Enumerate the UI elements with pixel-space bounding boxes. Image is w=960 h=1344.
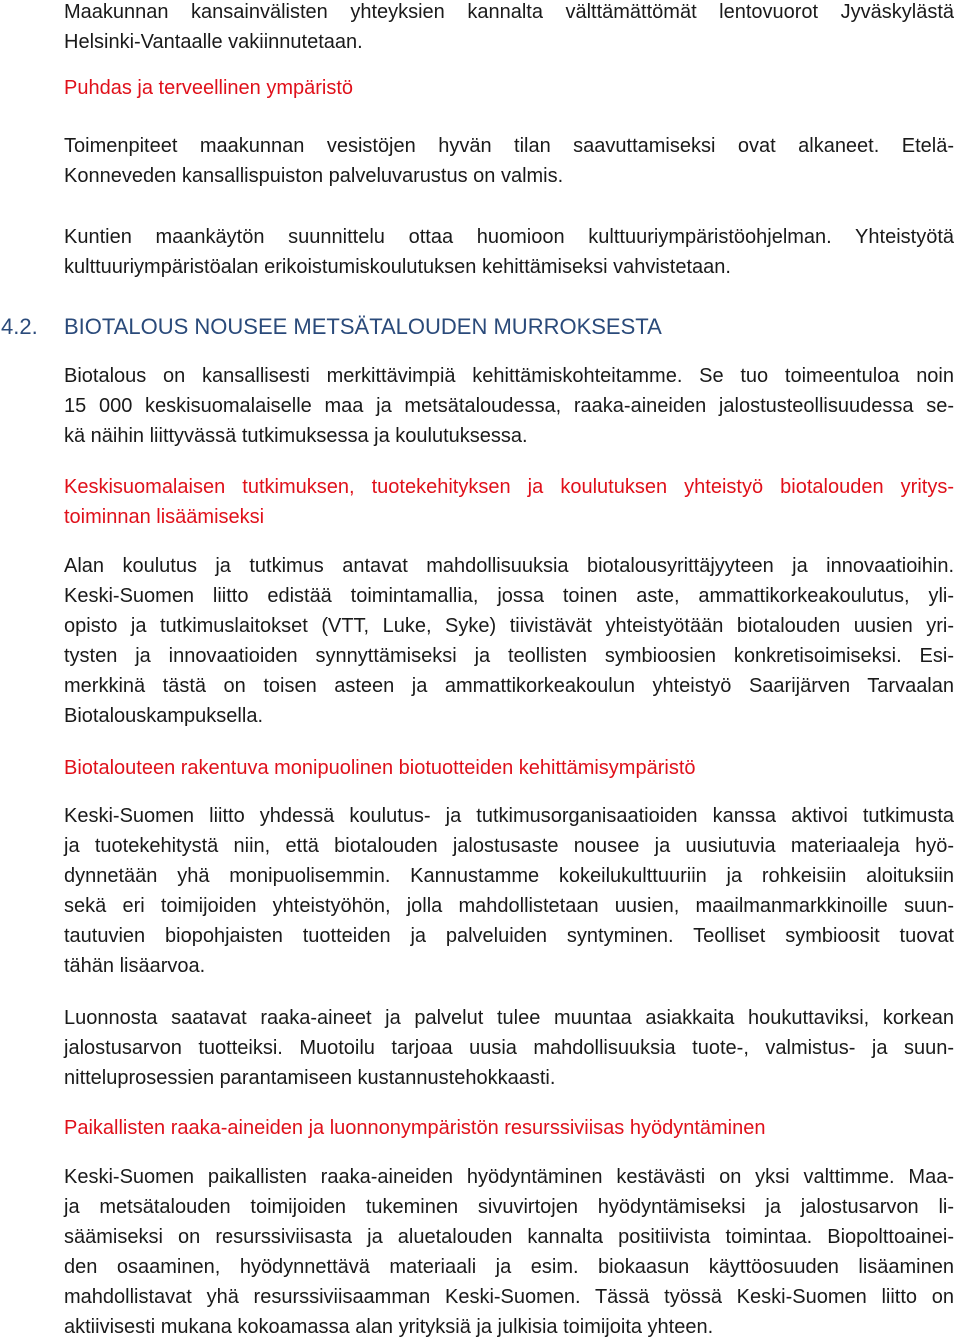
subheading-text: Paikallisten raaka-aineiden ja luonnonympäristön resurssiviisas hyödyntäminen bbox=[64, 1117, 766, 1139]
paragraph-line: Keski-Suomen liitto yhdessä koulutus- ja tutkimusorganisaatioiden kanssa aktivoi tutkimusta bbox=[64, 805, 954, 827]
paragraph-line: Keski-Suomen paikallisten raaka-aineiden hyödyntäminen kestävästi on yksi valttimme. Maa- bbox=[64, 1166, 954, 1188]
section-title: BIOTALOUS NOUSEE METSÄTALOUDEN MURROKSESTA bbox=[64, 314, 662, 339]
paragraph-line: Alan koulutus ja tutkimus antavat mahdollisuuksia biotalousyrittäjyyteen ja innovaatioihin. bbox=[64, 555, 954, 577]
paragraph-line: tysten ja innovaatioiden synnyttämiseksi ja teollisten symbioosien konkretisoimiseksi. Esi- bbox=[64, 645, 954, 667]
paragraph-line: opisto ja tutkimuslaitokset (VTT, Luke, Syke) tiivistävät yhteistyötään biotalouden uusien yri- bbox=[64, 615, 954, 637]
subheading-text: Puhdas ja terveellinen ympäristö bbox=[64, 77, 354, 99]
paragraph-local-resources bbox=[64, 1162, 954, 1342]
paragraph-line: ja tuotekehitystä niin, että biotalouden jalostusaste nousee ja uusiutuvia materiaaleja hyö- bbox=[64, 835, 954, 857]
section-heading bbox=[1, 312, 954, 342]
paragraph-line: Maakunnan kansainvälisten yhteyksien kannalta välttämättömät lentovuorot Jyväskylästä bbox=[64, 1, 954, 23]
paragraph-line: kulttuuriympäristöalan erikoistumiskoulutuksen kehittämiseksi vahvistetaan. bbox=[64, 256, 731, 278]
paragraph-line: Toimenpiteet maakunnan vesistöjen hyvän tilan saavuttamiseksi ovat alkaneet. Etelä- bbox=[64, 135, 954, 157]
paragraph-line: jalostusarvon tuotteiksi. Muotoilu tarjoaa uusia mahdollisuuksia tuote-, valmistus- ja suun- bbox=[64, 1037, 954, 1059]
paragraph-line: Biotalous on kansallisesti merkittävimpiä kehittämiskohteitamme. Se tuo toimeentuloa noin bbox=[64, 365, 954, 387]
paragraph-line: den osaaminen, hyödynnettävä materiaali ja esim. biokaasun käyttöosuuden lisäaminen bbox=[64, 1256, 954, 1278]
paragraph-line: sekä eri toimijoiden yhteistyöhön, jolla mahdollistetaan uusien, maailmanmarkkinoille suun- bbox=[64, 895, 954, 917]
document-page bbox=[1, 0, 954, 1344]
paragraph-line: Helsinki-Vantaalle vakiinnutetaan. bbox=[64, 31, 363, 53]
paragraph-line: mahdollistavat yhä resurssiviisaamman Keski-Suomen. Tässä työssä Keski-Suomen liitto on bbox=[64, 1286, 954, 1308]
paragraph-line: Biotalouskampuksella. bbox=[64, 705, 263, 727]
paragraph-line: 15 000 keskisuomalaiselle maa ja metsätaloudessa, raaka-aineiden jalostusteollisuudessa se- bbox=[64, 395, 954, 417]
paragraph-line: merkkinä tästä on toisen asteen ja ammattikorkeakoulun yhteistyö Saarijärven Tarvaalan bbox=[64, 675, 954, 697]
paragraph-education-research bbox=[64, 551, 954, 731]
paragraph-line: Konneveden kansallispuiston palveluvarustus on valmis. bbox=[64, 165, 564, 187]
paragraph-land-use bbox=[64, 222, 954, 282]
paragraph-waterways bbox=[64, 131, 954, 191]
paragraph-line: Luonnosta saatavat raaka-aineet ja palvelut tulee muuntaa asiakkaita houkuttaviksi, korkean bbox=[64, 1007, 954, 1029]
paragraph-line: säämiseksi on resurssiviisasta ja aluetalouden kannalta positiivista toimintaa. Biopolttoainei- bbox=[64, 1226, 954, 1248]
paragraph-line: nitteluprosessien parantamiseen kustannustehokkaasti. bbox=[64, 1067, 556, 1089]
paragraph-line: tautuvien biopohjaisten tuotteiden ja palveluiden syntyminen. Teolliset symbioosit tuovat bbox=[64, 925, 954, 947]
paragraph-raw-materials bbox=[64, 1003, 954, 1093]
subheading-line: toiminnan lisäämiseksi bbox=[64, 506, 265, 528]
subheading-research-cooperation bbox=[64, 472, 954, 532]
section-number: 4.2. bbox=[1, 314, 38, 339]
paragraph-line: Keski-Suomen liitto edistää toimintamallia, jossa toinen aste, ammattikorkeakoulutus, yli- bbox=[64, 585, 954, 607]
paragraph-flights bbox=[64, 0, 954, 57]
subheading-clean-environment bbox=[64, 73, 954, 103]
paragraph-line: Kuntien maankäytön suunnittelu ottaa huomioon kulttuuriympäristöohjelman. Yhteistyötä bbox=[64, 226, 954, 248]
paragraph-line: kä näihin liittyvässä tutkimuksessa ja koulutuksessa. bbox=[64, 425, 528, 447]
subheading-line: Keskisuomalaisen tutkimuksen, tuotekehityksen ja koulutuksen yhteistyö biotalouden yritys- bbox=[64, 476, 954, 498]
paragraph-line: ja metsätalouden toimijoiden tukeminen sivuvirtojen hyödyntämiseksi ja jalostusarvon li- bbox=[64, 1196, 954, 1218]
paragraph-line: tähän lisäarvoa. bbox=[64, 955, 206, 977]
subheading-bioproduct-environment bbox=[64, 753, 954, 783]
paragraph-product-development bbox=[64, 801, 954, 981]
subheading-resource-wise bbox=[64, 1113, 954, 1143]
paragraph-line: dynnetään yhä monipuolisemmin. Kannustamme kokeilukulttuuriin ja rohkeisiin aloituksiin bbox=[64, 865, 954, 887]
paragraph-line: aktiivisesti mukana kokoamassa alan yrityksiä ja julkisia toimijoita yhteen. bbox=[64, 1316, 714, 1338]
subheading-text: Biotalouteen rakentuva monipuolinen biotuotteiden kehittämisympäristö bbox=[64, 757, 696, 779]
paragraph-bioeconomy-intro bbox=[64, 361, 954, 451]
